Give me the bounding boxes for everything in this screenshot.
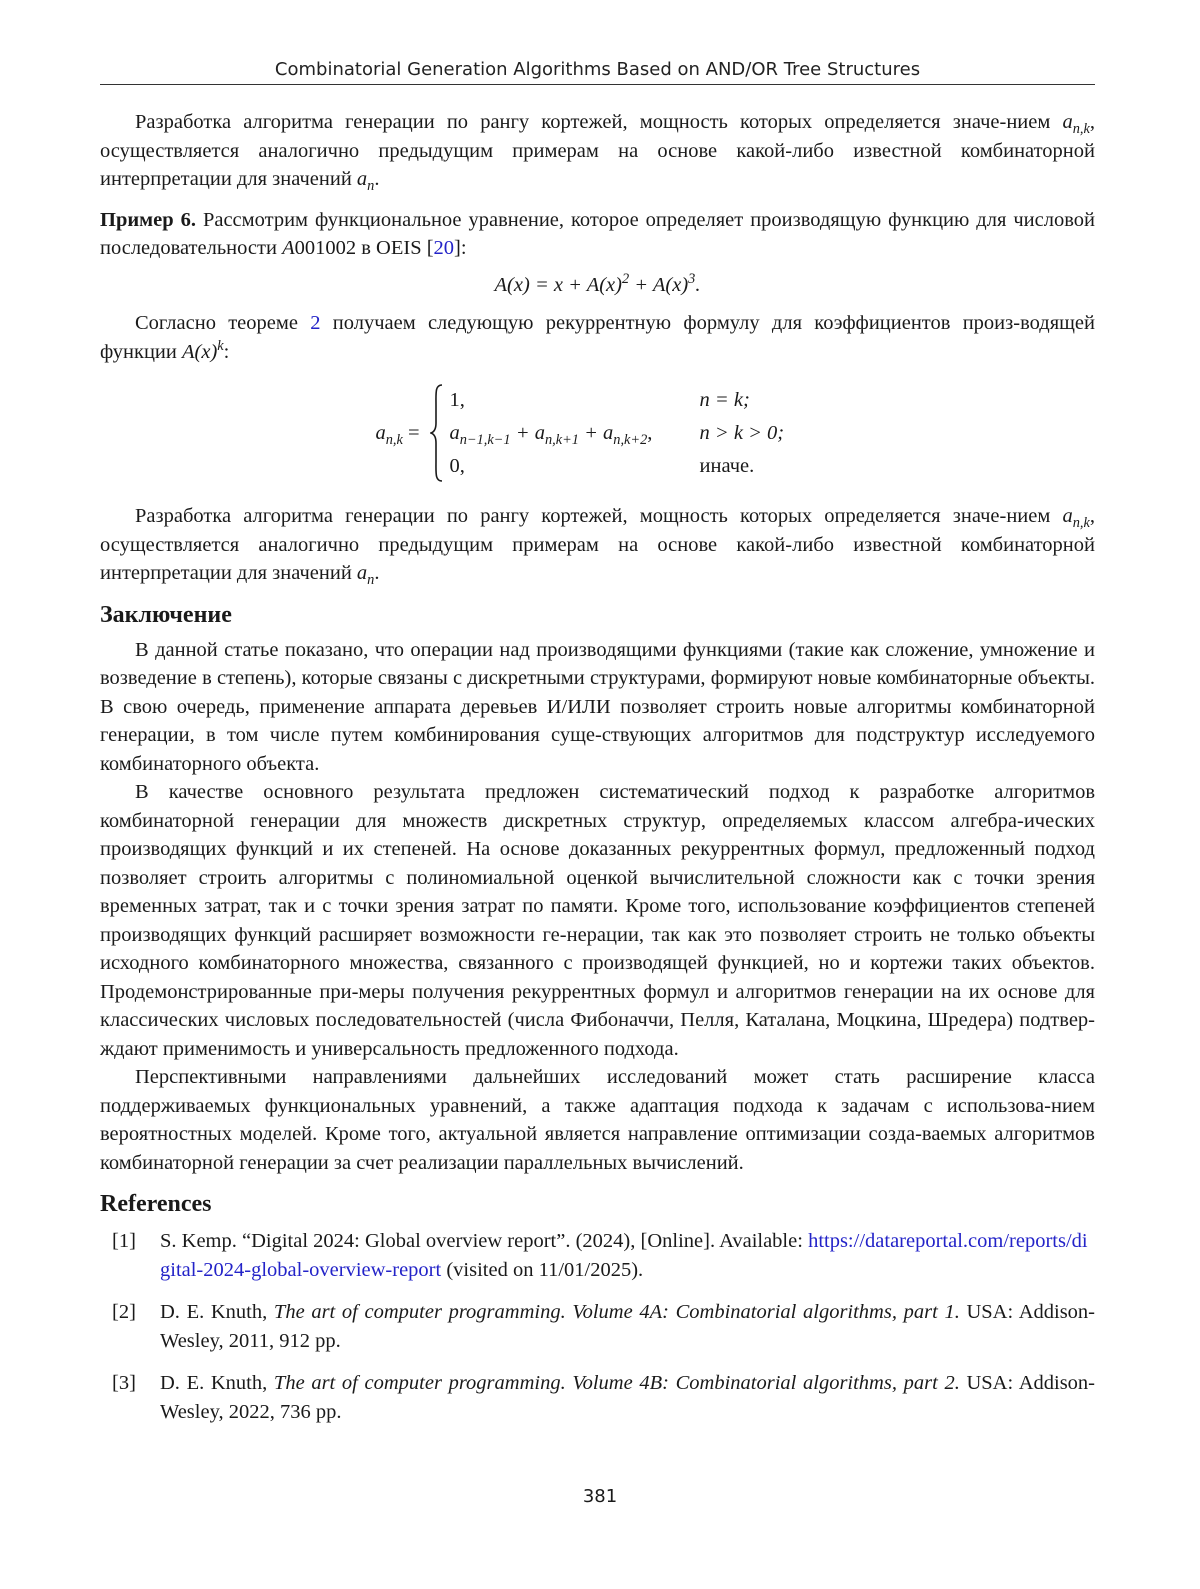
conclusion-paragraph-2: В качестве основного результата предложен систематический подход к разработке алгоритмов комбинаторной генерации для множеств дискретных структур, определяемых классом алгебра-ических производящих функций и их степеней. На основе доказанных рекуррентных формул, предложенный подход позволяет строить алгоритмы с полиномиальной оценкой вычислительной сложности как с точки зрения временных затрат, так и с точки зрения затрат по памяти. Кроме того, использование коэффициентов степеней производящих функций расширяет возможности ге-нерации, так как это позволяет строить не только объекты исходного комбинаторного множества, связанного с производящей функцией, но и кортежи таких объектов. Продемонстрированные при-меры получения рекуррентных формул и алгоритмов генерации на их основе для классических числовых последовательностей (числа Фибоначчи, Пелля, Каталана, Моцкина, Шредера) подтвер-ждают применимость и универсальность предложенного подхода. xyxy=(100,781,1095,1060)
eq-part: + A(x) xyxy=(629,273,689,296)
reference-body xyxy=(160,1298,1095,1355)
math-subscript: n−1,k−1 xyxy=(459,432,511,449)
text: , осуществляется аналогично предыдущим примерам на основе какой-либо известной комбинаторной интерпретации для значений xyxy=(100,111,1095,190)
page-content xyxy=(100,108,1095,1440)
text: . xyxy=(374,168,380,190)
case-1-cond: n = k; xyxy=(699,389,750,411)
math-part: + a xyxy=(510,422,545,444)
reference-number: [1] xyxy=(112,1230,136,1252)
math-part: , xyxy=(647,422,653,444)
math-subscript: n,k+1 xyxy=(544,432,579,449)
text: Разработка алгоритма генерации по рангу кортежей, мощность которых определяется значе-нием xyxy=(135,111,1063,133)
reference-url-link[interactable]: https://datareportal.com/reports/digital-2024-global-overview-report xyxy=(160,1230,1088,1281)
reference-item-1 xyxy=(100,1227,1095,1284)
eq-sup: 3 xyxy=(688,270,696,287)
citation-link-20[interactable]: 20 xyxy=(433,237,455,259)
math-subscript: n,k xyxy=(385,431,403,448)
math-a: a xyxy=(356,562,368,584)
conclusion-paragraph-1: В данной статье показано, что операции над производящими функциями (такие как сложение, умножение и возведение в степень), которые связаны с дискретными структурами, формируют новые комбинаторные объекты. В свою очередь, применение аппарата деревьев И/ИЛИ позволяет строить новые алгоритмы комбинаторной генерации, в том числе путем комбинирования суще-ствующих алгоритмов для подструктур исследуемого комбинаторного объекта. xyxy=(100,638,1095,775)
math-subscript: n xyxy=(367,178,375,195)
math-a: a xyxy=(1062,111,1073,133)
left-brace-icon xyxy=(430,383,444,483)
text: Разработка алгоритма генерации по рангу кортежей, мощность которых определяется значе-нием xyxy=(135,505,1063,527)
eq-part: = x + A(x) xyxy=(529,273,622,296)
text: (visited on 11/01/2025). xyxy=(441,1258,644,1281)
reference-body xyxy=(160,1369,1095,1426)
paragraph-theorem-2 xyxy=(100,309,1095,366)
piecewise-cases xyxy=(450,386,820,480)
case-3-expr: 0, xyxy=(449,455,465,477)
math-subscript: n xyxy=(367,572,375,589)
reference-item-3 xyxy=(100,1369,1095,1426)
section-heading-references: References xyxy=(100,1191,212,1217)
case-1-expr: 1, xyxy=(449,389,465,411)
math-a: a xyxy=(375,421,386,444)
theorem-link-2[interactable]: 2 xyxy=(310,312,321,334)
eq-part: . xyxy=(695,273,701,296)
text: . xyxy=(374,562,380,584)
functional-equation xyxy=(100,271,1095,300)
text: D. E. Knuth, xyxy=(160,1301,274,1323)
text: , осуществляется аналогично предыдущим примерам на основе какой-либо известной комбинаторной интерпретации для значений xyxy=(100,505,1095,584)
text: получаем следующую рекуррентную формулу для коэффициентов произ-водящей функции xyxy=(100,312,1095,363)
paragraph-generation-by-rank-2 xyxy=(100,502,1095,588)
reference-title: The art of computer programming. Volume 4A: Combinatorial algorithms, part 1. xyxy=(273,1301,960,1323)
text: : xyxy=(223,340,230,363)
text: ]: xyxy=(454,237,467,259)
running-header: Combinatorial Generation Algorithms Based on AND/OR Tree Structures xyxy=(100,56,1095,85)
math-a: a xyxy=(356,168,368,190)
text: USA: Addison-Wesley, 2011, 912 pp. xyxy=(160,1301,1096,1352)
math-part: + a xyxy=(578,422,614,444)
math-subscript: n,k+2 xyxy=(613,432,648,449)
conclusion-paragraph-3: Перспективными направлениями дальнейших исследований может стать расширение класса поддерживаемых функциональных уравнений, а также адаптация подхода к задачам с использова-нием вероятностных моделей. Кроме того, актуальной является направление оптимизации созда-ваемых алгоритмов комбинаторной генерации за счет реализации параллельных вычислений. xyxy=(100,1066,1095,1174)
text: Рассмотрим функциональное уравнение, которое определяет производящую функцию для числовой последовательности xyxy=(100,208,1095,259)
paragraph-generation-by-rank-1 xyxy=(100,108,1095,194)
piecewise-lhs xyxy=(375,419,419,448)
reference-list xyxy=(100,1227,1095,1426)
piecewise-recurrence xyxy=(100,374,1095,492)
eq-sup: 2 xyxy=(621,270,630,287)
reference-title: The art of computer programming. Volume 4B: Combinatorial algorithms, part 2. xyxy=(273,1372,960,1394)
text: Согласно теореме xyxy=(135,312,311,334)
text: S. Kemp. “Digital 2024: Global overview report”. (2024), [Online]. Available: xyxy=(160,1230,809,1252)
section-heading-conclusion: Заключение xyxy=(100,601,232,628)
math-A-x: A(x) xyxy=(182,340,218,363)
case-2-cond: n > k > 0; xyxy=(699,422,785,444)
math-a: a xyxy=(1062,505,1073,527)
example-label: Пример 6. xyxy=(100,208,196,231)
math-A: A xyxy=(282,237,295,259)
reference-body xyxy=(160,1227,1095,1284)
text: USA: Addison-Wesley, 2022, 736 pp. xyxy=(160,1372,1096,1423)
reference-number: [3] xyxy=(112,1372,136,1394)
math-a: a xyxy=(449,422,460,444)
case-2-expr xyxy=(450,419,700,447)
text: 001002 в OEIS [ xyxy=(294,237,434,259)
math-subscript: n,k xyxy=(1072,121,1090,138)
page-number: 381 xyxy=(582,1486,618,1507)
reference-number: [2] xyxy=(112,1301,136,1323)
text: D. E. Knuth, xyxy=(160,1372,274,1394)
math-subscript: n,k xyxy=(1072,515,1090,532)
math-sup-k: k xyxy=(217,337,224,354)
equals-sign: = xyxy=(402,421,420,444)
reference-item-2 xyxy=(100,1298,1095,1355)
case-3-cond: иначе. xyxy=(699,455,755,477)
example-6-paragraph xyxy=(100,206,1095,263)
eq-part: A(x) xyxy=(494,273,530,296)
